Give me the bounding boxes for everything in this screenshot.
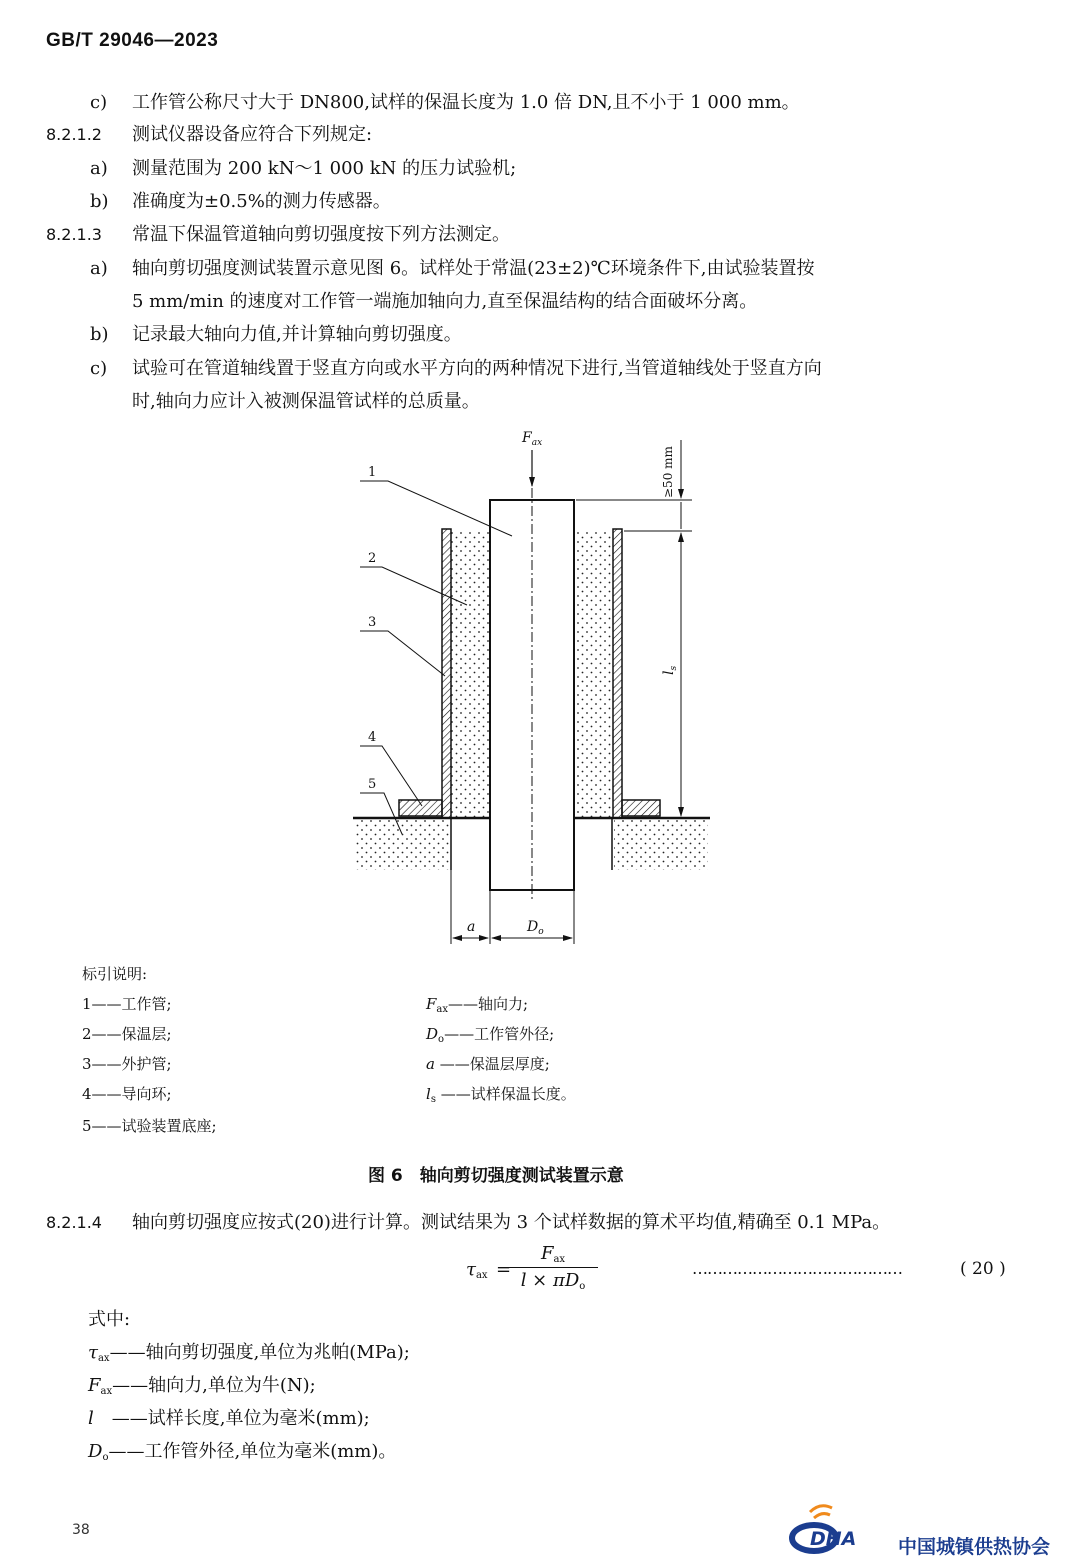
legend-symbol-item: a ——保温层厚度; [426,1055,550,1073]
logo-text: 中国城镇供热协会 [898,1536,1051,1558]
item-label: c) [90,92,108,113]
dim-a-label: a [467,919,476,935]
insulation-right [575,531,613,818]
item-label: b) [90,191,109,212]
item-label: a) [90,158,108,179]
item-text: 5 mm/min 的速度对工作管一端施加轴向力,直至保温结构的结合面破坏分离。 [132,291,758,312]
item-label: c) [90,358,108,379]
dim-ls-label: $l_s$ [661,665,679,675]
legend-symbol-item: $l_s$ ——试样保温长度。 [426,1085,576,1105]
legend-item: 2——保温层; [82,1025,172,1043]
figure-caption: 图 6 轴向剪切强度测试装置示意 [368,1166,624,1186]
legend-title: 标引说明: [82,965,148,983]
clause-text: 测试仪器设备应符合下列规定: [132,124,373,145]
label-3: 3 [368,615,377,630]
item-text: 记录最大轴向力值,并计算轴向剪切强度。 [132,324,462,345]
clause-number: 8.2.1.3 [46,225,102,244]
formula-leader: …………………………………… [692,1259,902,1278]
legend-item: 1——工作管; [82,995,172,1013]
label-2: 2 [368,551,377,566]
clause-number: 8.2.1.4 [46,1213,102,1232]
where-title: 式中: [88,1309,131,1330]
label-5: 5 [368,777,377,792]
where-item: $\tau_{ax}——$轴向剪切强度,单位为兆帕(MPa); [88,1342,410,1364]
legend-item: 5——试验装置底座; [82,1117,217,1135]
where-item: $F_{ax}——$轴向力,单位为牛(N); [88,1375,316,1397]
guide-ring-left [399,800,442,816]
dim-d-label: $D_o$ [527,919,544,937]
clause-number: 8.2.1.2 [46,125,102,144]
formula-equals: = [496,1259,512,1280]
where-item: l ——试样长度,单位为毫米(mm); [88,1408,370,1429]
casing-right [613,529,622,818]
dha-logo [780,1498,900,1558]
label-1: 1 [368,465,377,480]
page-number: 38 [72,1522,90,1538]
item-text: 测量范围为 200 kN～1 000 kN 的压力试验机; [132,158,517,179]
force-label: $F_{ax}$ [522,430,543,448]
dim-50-label: ≥50 mm [661,446,675,498]
formula-fraction: $F_{ax}$ $l \times \pi D_o$ [508,1243,598,1292]
leader-3 [360,631,445,676]
legend-symbol-item: $D_o——$工作管外径; [426,1025,555,1045]
item-text: 工作管公称尺寸大于 DN800,试样的保温长度为 1.0 倍 DN,且不小于 1 000 mm。 [132,92,800,113]
equation-number: ( 20 ) [960,1259,1006,1279]
base-right-fill [614,818,708,870]
formula-lhs: $\tau_{ax}$ [466,1259,488,1281]
insulation-left [451,531,489,818]
item-text: 准确度为±0.5%的测力传感器。 [132,191,391,212]
where-item: $D_o——$工作管外径,单位为毫米(mm)。 [88,1441,397,1463]
logo-arc-2 [814,1514,830,1518]
item-label: a) [90,258,108,279]
item-label: b) [90,324,109,345]
legend-item: 3——外护管; [82,1055,172,1073]
logo-abbrev: DHA [810,1528,857,1550]
item-text: 时,轴向力应计入被测保温管试样的总质量。 [132,391,480,412]
logo-arc-1 [810,1506,832,1512]
guide-ring-right [622,800,660,816]
legend-item: 4——导向环; [82,1085,172,1103]
casing-left [442,529,451,818]
clause-text: 常温下保温管道轴向剪切强度按下列方法测定。 [132,224,510,245]
standard-number: GB/T 29046—2023 [46,30,219,51]
clause-text: 轴向剪切强度应按式(20)进行计算。测试结果为 3 个试样数据的算术平均值,精确至 0.1 MPa。 [132,1212,891,1233]
label-4: 4 [368,730,377,745]
leader-4 [360,746,422,806]
base-left-fill [355,818,449,870]
legend-symbol-item: $F_{ax}——$轴向力; [426,995,529,1015]
item-text: 试验可在管道轴线置于竖直方向或水平方向的两种情况下进行,当管道轴线处于竖直方向 [132,358,822,379]
item-text: 轴向剪切强度测试装置示意见图 6。试样处于常温(23±2)℃环境条件下,由试验装置按 [132,258,815,279]
